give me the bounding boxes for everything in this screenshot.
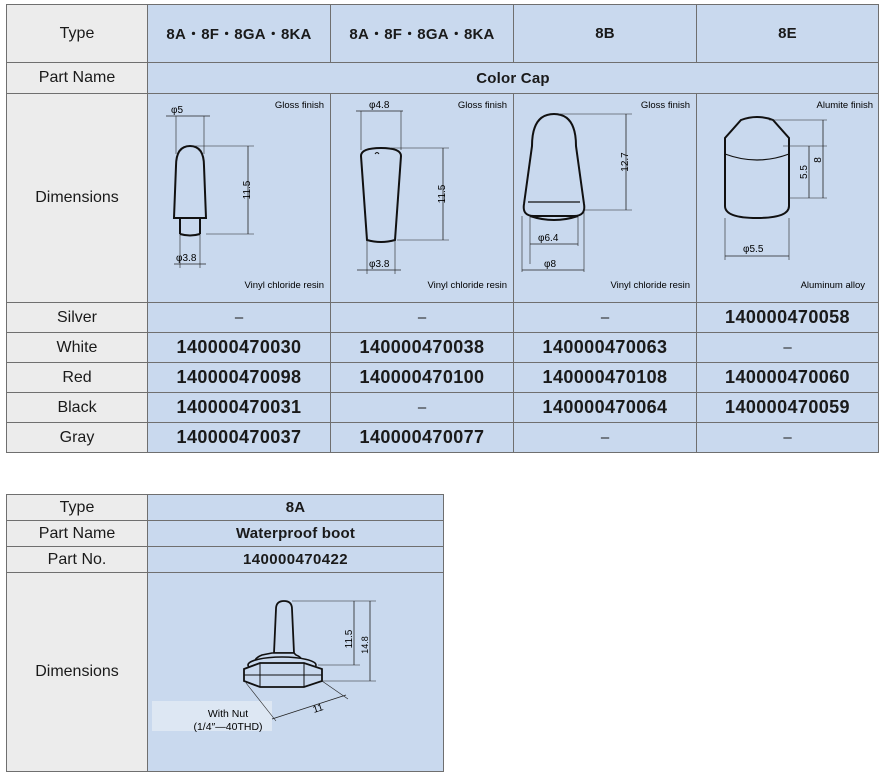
color-cap-table [6, 4, 879, 453]
dimension-drawing-cap-2 [331, 94, 514, 303]
outer-height-label: 14.8 [360, 636, 370, 654]
inner-diameter-label: φ6.4 [538, 233, 559, 244]
cell-white-4: – [697, 333, 879, 363]
part-name-value: Color Cap [148, 63, 879, 94]
bottom-diameter-label: φ3.8 [176, 253, 197, 264]
material-label: Aluminum alloy [800, 280, 865, 291]
bottom-diameter-label: φ3.8 [369, 259, 390, 270]
outer-height-label: 8 [813, 157, 824, 163]
part-name-value: Waterproof boot [148, 521, 444, 547]
finish-label: Alumite finish [816, 100, 873, 111]
height-label: 11.5 [242, 180, 253, 200]
part-no-value: 140000470422 [148, 547, 444, 573]
height-label: 12.7 [620, 152, 631, 172]
cell-black-1: 140000470031 [148, 393, 331, 423]
material-label: Vinyl chloride resin [244, 280, 324, 291]
type-value: 8A [148, 495, 444, 521]
cell-red-4: 140000470060 [697, 363, 879, 393]
cell-red-3: 140000470108 [514, 363, 697, 393]
cell-white-2: 140000470038 [331, 333, 514, 363]
cell-silver-1: – [148, 303, 331, 333]
cell-white-3: 140000470063 [514, 333, 697, 363]
cell-gray-1: 140000470037 [148, 423, 331, 453]
waterproof-boot-table [6, 494, 444, 772]
dimensions-label: Dimensions [7, 94, 148, 303]
cell-silver-3: – [514, 303, 697, 333]
type-8b: 8B [514, 5, 697, 63]
part-name-label: Part Name [7, 521, 148, 547]
cell-red-1: 140000470098 [148, 363, 331, 393]
bottom-diameter-label: φ5.5 [743, 244, 764, 255]
cell-black-2: – [331, 393, 514, 423]
dimension-drawing-cap-8e [697, 94, 879, 303]
row-label-gray: Gray [7, 423, 148, 453]
type-8e: 8E [697, 5, 879, 63]
row-label-silver: Silver [7, 303, 148, 333]
cell-gray-2: 140000470077 [331, 423, 514, 453]
row-label-black: Black [7, 393, 148, 423]
inner-height-label: 11.5 [344, 629, 355, 649]
row-label-white: White [7, 333, 148, 363]
finish-label: Gloss finish [640, 100, 690, 111]
finish-label: Gloss finish [457, 100, 507, 111]
cell-white-1: 140000470030 [148, 333, 331, 363]
height-label: 11.5 [437, 184, 448, 204]
cap-drawing-8b [514, 94, 697, 302]
nut-note-line1: With Nut [207, 708, 249, 720]
inner-height-label: 5.5 [799, 165, 810, 179]
type-8a-8f-8ga-8ka-2: 8A・8F・8GA・8KA [331, 5, 514, 63]
cap-drawing-8e [697, 94, 879, 302]
part-no-label: Part No. [7, 547, 148, 573]
finish-label: Gloss finish [274, 100, 324, 111]
cell-gray-3: – [514, 423, 697, 453]
cell-black-4: 140000470059 [697, 393, 879, 423]
material-label: Vinyl chloride resin [427, 280, 507, 291]
cell-silver-2: – [331, 303, 514, 333]
cell-red-2: 140000470100 [331, 363, 514, 393]
dimension-drawing-cap-1 [148, 94, 331, 303]
type-label: Type [7, 5, 148, 63]
width-label: 11 [311, 702, 325, 716]
part-name-label: Part Name [7, 63, 148, 94]
cap-drawing-2 [331, 94, 514, 302]
boot-drawing [148, 573, 444, 771]
dimension-drawing-boot [148, 573, 444, 772]
cap-drawing-1 [148, 94, 331, 302]
outer-diameter-label: φ8 [544, 259, 557, 270]
top-diameter-label: φ5 [171, 105, 184, 116]
dimensions-label: Dimensions [7, 573, 148, 772]
type-8a-8f-8ga-8ka-1: 8A・8F・8GA・8KA [148, 5, 331, 63]
row-label-red: Red [7, 363, 148, 393]
cell-silver-4: 140000470058 [697, 303, 879, 333]
nut-note-line2: (1/4″—40THD) [193, 721, 263, 733]
dimension-drawing-cap-8b [514, 94, 697, 303]
cell-black-3: 140000470064 [514, 393, 697, 423]
cell-gray-4: – [697, 423, 879, 453]
material-label: Vinyl chloride resin [610, 280, 690, 291]
top-diameter-label: φ4.8 [369, 100, 390, 111]
type-label: Type [7, 495, 148, 521]
